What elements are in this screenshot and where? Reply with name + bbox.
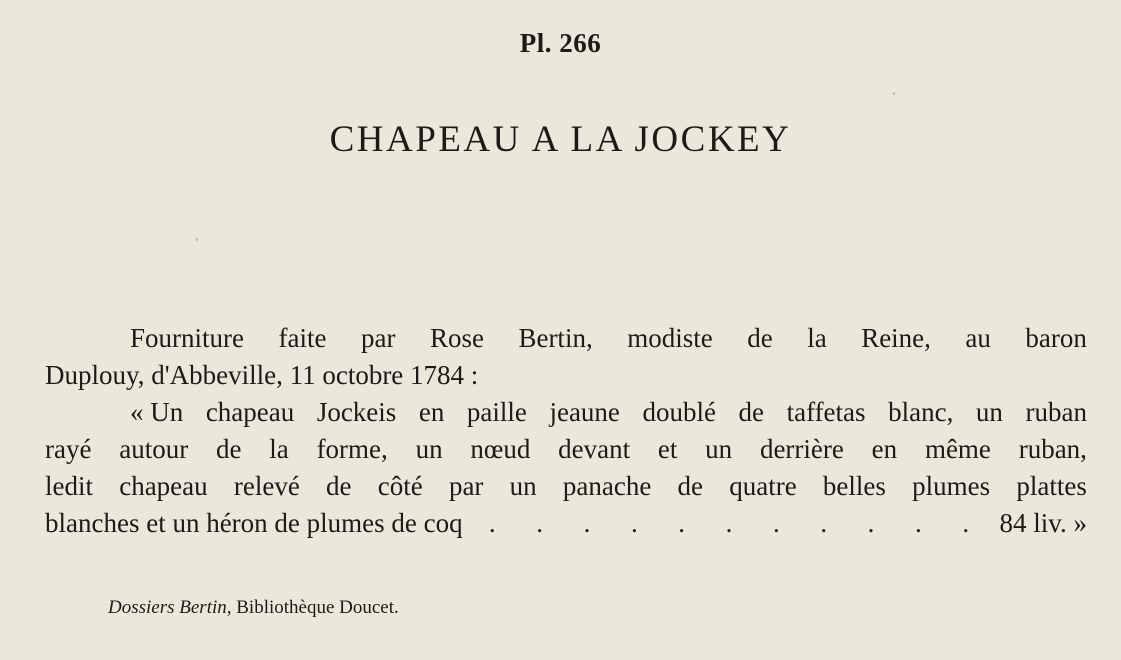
word: modiste: [627, 323, 713, 353]
word: de: [747, 323, 773, 353]
word: panache: [562, 471, 652, 501]
word: de: [216, 434, 242, 464]
word: autour: [119, 434, 189, 464]
word: même: [924, 434, 991, 464]
quote-text: blanches et un héron de plumes de coq: [45, 508, 463, 538]
word: derrière: [759, 434, 844, 464]
word: Reine,: [861, 323, 931, 353]
word: taffetas: [786, 397, 866, 427]
word: nœud: [470, 434, 531, 464]
word: par: [360, 323, 396, 353]
word: un: [705, 434, 733, 464]
word: « Un: [130, 397, 184, 427]
paragraph-text: Duplouy, d'Abbeville, 11 octobre 1784 :: [45, 360, 479, 390]
word: un: [415, 434, 443, 464]
word: chapeau: [205, 397, 295, 427]
paragraph-line-2: [45, 357, 1087, 394]
word: par: [448, 471, 484, 501]
word: ruban: [1025, 397, 1087, 427]
word: baron: [1025, 323, 1087, 353]
word: un: [509, 471, 537, 501]
word: de: [738, 397, 765, 427]
word: jeaune: [549, 397, 620, 427]
word: Bertin,: [518, 323, 593, 353]
word: de: [326, 471, 352, 501]
word: plumes: [912, 471, 991, 501]
word: la: [807, 323, 827, 353]
word: devant: [558, 434, 631, 464]
paragraph-line-1: [45, 320, 1087, 357]
page-title: CHAPEAU A LA JOCKEY: [329, 119, 792, 160]
word: chapeau: [119, 471, 208, 501]
word: Rose: [429, 323, 484, 353]
quote-line-1: [45, 394, 1087, 431]
word: paille: [466, 397, 527, 427]
source-title: Dossiers Bertin,: [108, 597, 232, 618]
paper-speck: [893, 92, 895, 95]
word: au: [965, 323, 991, 353]
source-library: Bibliothèque Doucet.: [231, 597, 399, 618]
word: et: [657, 434, 678, 464]
word: relevé: [233, 471, 300, 501]
word: en: [871, 434, 898, 464]
word: belles: [822, 471, 886, 501]
word: Fourniture: [130, 323, 244, 353]
word: rayé: [45, 434, 92, 464]
word: en: [418, 397, 445, 427]
word: la: [269, 434, 289, 464]
word: forme,: [316, 434, 388, 464]
word: blanc,: [888, 397, 954, 427]
word: quatre: [729, 471, 797, 501]
word: faite: [278, 323, 327, 353]
word: Jockeis: [316, 397, 397, 427]
word: plattes: [1016, 471, 1087, 501]
word: ruban,: [1018, 434, 1087, 464]
plate-number: Pl. 266: [519, 28, 602, 58]
price: 84 liv. »: [999, 508, 1087, 538]
word: côté: [377, 471, 423, 501]
word: ledit: [45, 471, 93, 501]
dot-leader: . . . . . . . . . . .: [488, 508, 970, 538]
quote-line-4: [45, 505, 1087, 542]
source-citation: [108, 597, 399, 619]
paper-speck: [196, 238, 198, 241]
quote-line-3: [45, 468, 1087, 505]
body-text: [45, 320, 1087, 542]
word: un: [975, 397, 1003, 427]
quote-line-2: [45, 431, 1087, 468]
word: doublé: [642, 397, 716, 427]
word: de: [677, 471, 704, 501]
